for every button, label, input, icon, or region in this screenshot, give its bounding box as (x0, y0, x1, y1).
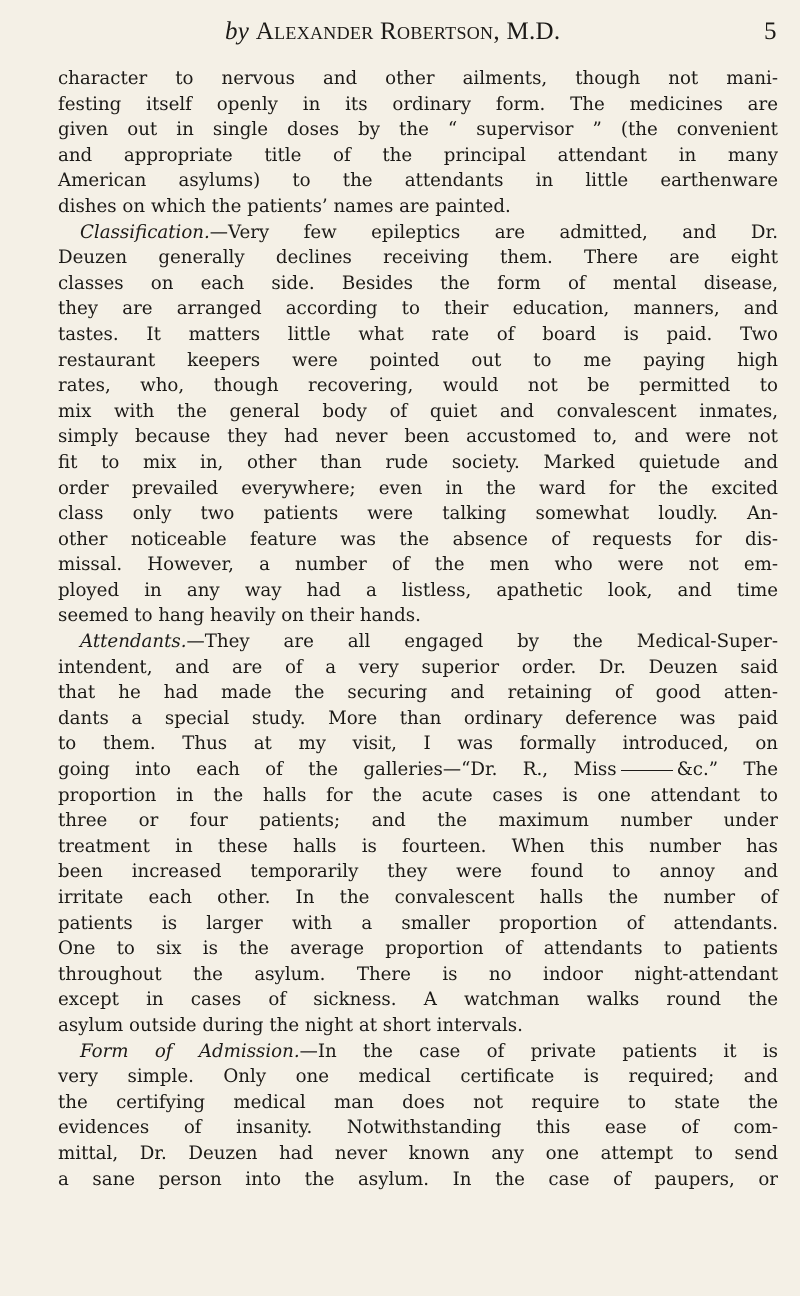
text-line: One to six is the average proportion of attendants to patients (58, 938, 778, 960)
text-line: given out in single doses by the “ supervisor ” (the convenient (58, 119, 778, 141)
page-header (0, 14, 800, 58)
text-line: and appropriate title of the principal attendant in many (58, 144, 778, 166)
classification-paragraph-start (58, 220, 778, 246)
admission-heading: Form of Admission. (80, 1040, 300, 1062)
text-line: rates, who, though recovering, would not be permitted to (58, 375, 778, 397)
text-line: mix with the general body of quiet and convalescent inmates, (58, 400, 778, 422)
text-line: irritate each other. In the convalescent halls the number of (58, 887, 778, 908)
text-line: class only two patients were talking somewhat loudly. An- (58, 503, 778, 525)
text-line: —Very few epileptics are admitted, and Dr. (209, 221, 778, 243)
text-line: other noticeable feature was the absence of requests for dis- (58, 528, 778, 550)
text-line: asylum outside during the night at short intervals. (58, 1014, 523, 1036)
text-line: ployed in any way had a listless, apathetic look, and time (58, 579, 778, 601)
text-line: —They are all engaged by the Medical-Super- (186, 631, 778, 653)
text-line: to them. Thus at my visit, I was formally introduced, on (58, 733, 778, 755)
text-line: three or four patients; and the maximum number under (58, 810, 778, 832)
text-line: dants a special study. More than ordinary deference was paid (58, 707, 778, 729)
text-line: character to nervous and other ailments, though not mani- (58, 68, 778, 89)
text-line: order prevailed everywhere; even in the ward for the excited (58, 477, 778, 499)
attendants-paragraph-start (58, 629, 778, 655)
text-line: fit to mix in, other than rude society. Marked quietude and (58, 451, 778, 473)
text-line: American asylums) to the attendants in little earthenware (58, 170, 778, 192)
attendants-heading: Attendants. (80, 631, 187, 653)
text-line: very simple. Only one medical certificate is required; and (58, 1066, 778, 1088)
text-line: —In the case of private patients it is (299, 1040, 779, 1062)
text-line: patients is larger with a smaller proportion of attendants. (58, 912, 778, 934)
page-number: 5 (764, 18, 777, 45)
text-line: except in cases of sickness. A watchman walks round the (58, 989, 778, 1011)
text-segment: going into each of the galleries—“Dr. R., Miss (58, 759, 617, 781)
running-head (225, 18, 560, 46)
text-line: intendent, and are of a very superior order. Dr. Deuzen said (58, 656, 778, 678)
text-line: Deuzen generally declines receiving them. There are eight (58, 247, 778, 269)
text-line: missal. However, a number of the men who were not em- (58, 554, 778, 576)
text-segment: &c.” The (676, 759, 778, 781)
author-name: Alexander Robertson, M.D. (255, 18, 561, 45)
text-line: simply because they had never been accustomed to, and were not (58, 426, 778, 448)
text-line: throughout the asylum. There is no indoor night-attendant (58, 963, 778, 985)
admission-paragraph-start (58, 1039, 778, 1065)
text-line: proportion in the halls for the acute cases is one attendant to (58, 784, 778, 806)
body-text (58, 66, 778, 1192)
text-line: that he had made the securing and retaining of good atten- (58, 682, 778, 704)
dash-line (58, 757, 778, 783)
text-line: dishes on which the patients’ names are painted. (58, 195, 511, 217)
name-blank-dash (621, 770, 673, 771)
text-line: been increased temporarily they were found to annoy and (58, 861, 778, 883)
text-line: classes on each side. Besides the form of mental disease, (58, 272, 778, 294)
text-line: festing itself openly in its ordinary form. The medicines are (58, 93, 778, 115)
text-line: treatment in these halls is fourteen. When this number has (58, 835, 778, 857)
text-line: tastes. It matters little what rate of board is paid. Two (58, 323, 778, 345)
text-line: the certifying medical man does not require to state the (58, 1091, 778, 1113)
text-line: seemed to hang heavily on their hands. (58, 605, 421, 627)
byline-by: by (225, 18, 250, 45)
text-line: a sane person into the asylum. In the case of paupers, or (58, 1168, 778, 1190)
classification-heading: Classification. (80, 221, 210, 243)
text-line: they are arranged according to their education, manners, and (58, 298, 778, 320)
text-line: restaurant keepers were pointed out to me paying high (58, 349, 778, 371)
text-line: mittal, Dr. Deuzen had never known any one attempt to send (58, 1142, 778, 1164)
text-line: evidences of insanity. Notwithstanding this ease of com- (58, 1117, 778, 1139)
